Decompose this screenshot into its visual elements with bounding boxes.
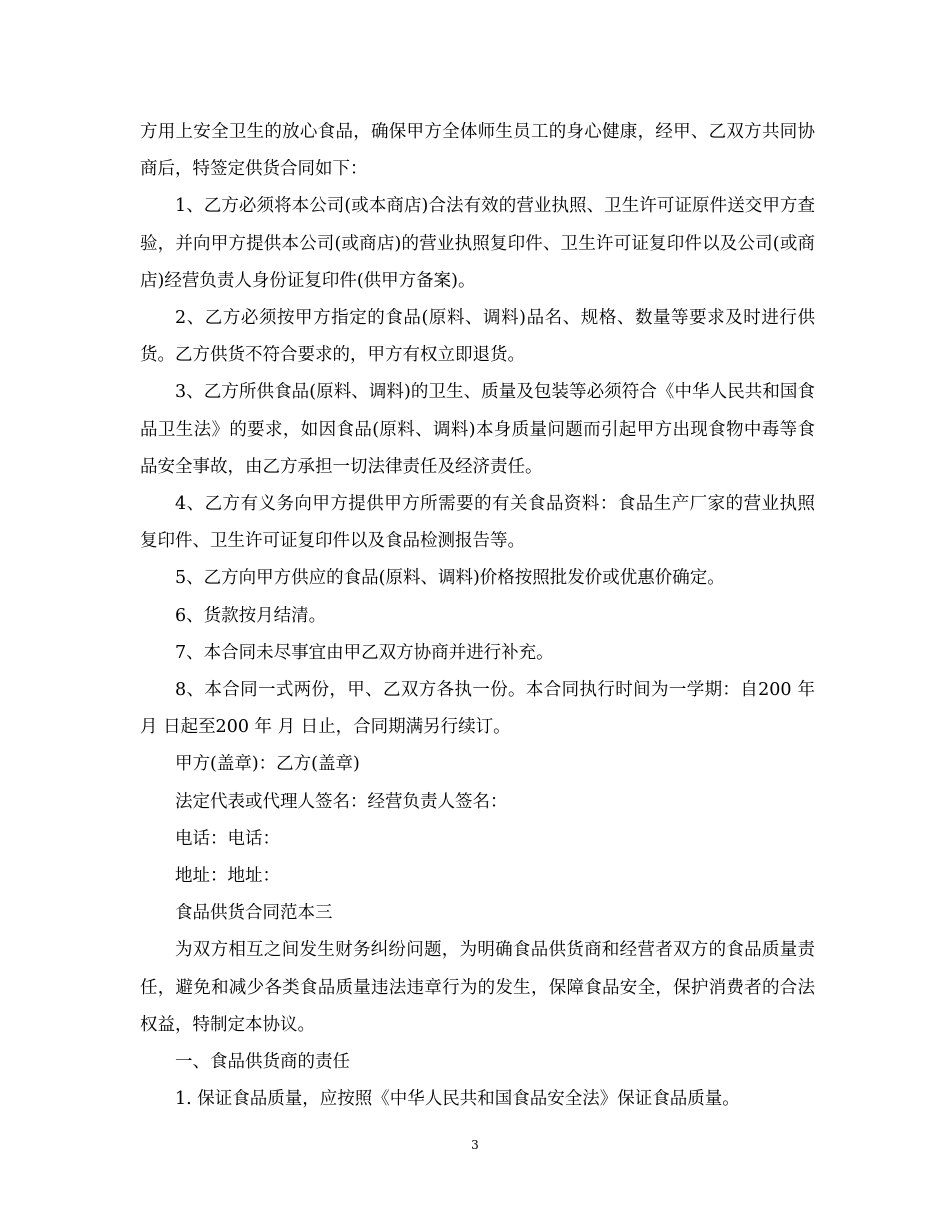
paragraph: 1. 保证食品质量，应按照《中华人民共和国食品安全法》保证食品质量。 <box>175 1089 740 1110</box>
paragraph: 7、本合同未尽事宜由甲乙双方协商并进行补充。 <box>175 642 554 663</box>
paragraph: 电话：电话： <box>175 828 280 849</box>
paragraph: 食品供货合同范本三 <box>175 903 333 924</box>
paragraph: 法定代表或代理人签名：经营负责人签名： <box>175 791 508 812</box>
paragraph: 4、乙方有义务向甲方提供甲方所需要的有关食品资料：食品生产厂家的营业执照复印件、卫生许可证复印件以及食品检测报告等。 <box>140 494 815 552</box>
paragraph: 8、本合同一式两份，甲、乙双方各执一份。本合同执行时间为一学期：自200 年 月 日起至200 年 月 日止，合同期满另行续订。 <box>140 680 815 738</box>
paragraph: 甲方(盖章)：乙方(盖章) <box>175 754 360 775</box>
paragraph: 5、乙方向甲方供应的食品(原料、调料)价格按照批发价或优惠价确定。 <box>175 568 725 589</box>
paragraph: 地址：地址： <box>175 866 280 887</box>
paragraph: 2、乙方必须按甲方指定的食品(原料、调料)品名、规格、数量等要求及时进行供货。乙方供货不符合要求的，甲方有权立即退货。 <box>140 308 815 366</box>
paragraph: 一、食品供货商的责任 <box>175 1052 350 1073</box>
paragraph: 3、乙方所供食品(原料、调料)的卫生、质量及包装等必须符合《中华人民共和国食品卫生法》的要求，如因食品(原料、调料)本身质量问题而引起甲方出现食物中毒等食品安全事故，由乙方承担一切法律责任及经济责任。 <box>140 382 815 477</box>
paragraph: 方用上安全卫生的放心食品，确保甲方全体师生员工的身心健康，经甲、乙双方共同协商后，特签定供货合同如下： <box>140 122 815 180</box>
paragraph: 1、乙方必须将本公司(或本商店)合法有效的营业执照、卫生许可证原件送交甲方查验，并向甲方提供本公司(或商店)的营业执照复印件、卫生许可证复印件以及公司(或商店)经营负责人身份证复印件(供甲方备案)。 <box>140 196 815 291</box>
paragraph: 6、货款按月结清。 <box>175 605 327 626</box>
paragraph: 为双方相互之间发生财务纠纷问题，为明确食品供货商和经营者双方的食品质量责任，避免和减少各类食品质量违法违章行为的发生，保障食品安全，保护消费者的合法权益，特制定本协议。 <box>140 940 815 1035</box>
page-number: 3 <box>471 1138 479 1152</box>
document-body <box>140 114 815 1118</box>
